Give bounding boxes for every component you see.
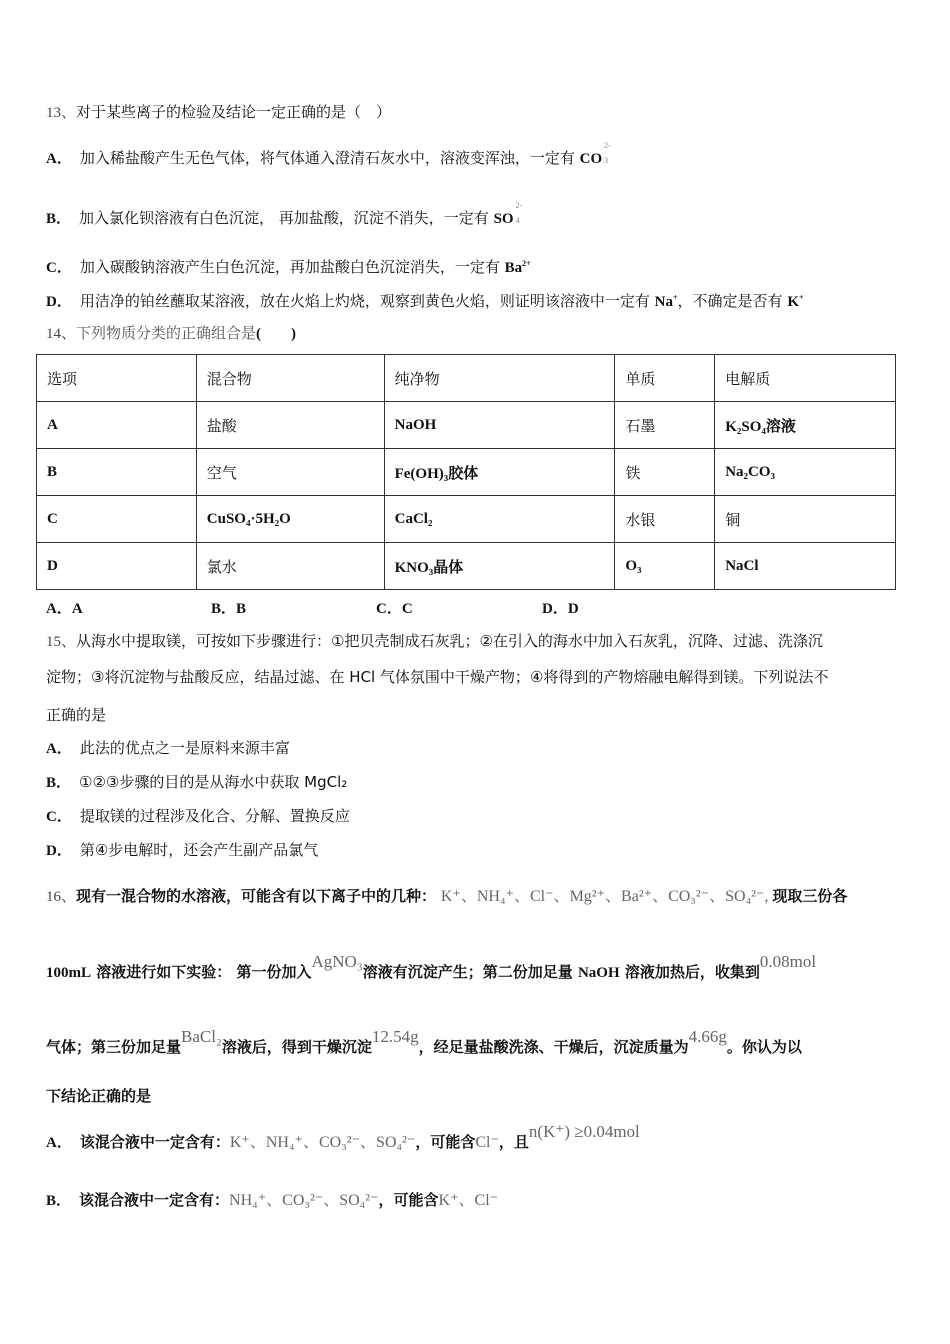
table-cell: Na₂CO₃	[715, 449, 896, 496]
option-text: 第④步电解时，还会产生副产品氯气	[79, 841, 319, 859]
subscript: 3	[604, 156, 609, 165]
formula: Na	[654, 294, 673, 310]
table-cell: 空气	[196, 449, 384, 496]
volume: 100mL	[46, 965, 91, 981]
option-text: ①②③步骤的目的是从海水中获取 MgCl₂	[79, 773, 348, 791]
question-text: 从海水中提取镁，可按如下步骤进行：①把贝壳制成石灰乳；②在引入的海水中加入石灰乳，沉降、过滤、洗涤沉	[76, 632, 823, 650]
table-cell: KNO₃晶体	[384, 543, 615, 590]
table-cell: 盐酸	[196, 402, 384, 449]
table-cell: 铁	[615, 449, 715, 496]
option-letter: A．	[46, 741, 72, 757]
question-text: 正确的是	[46, 706, 107, 724]
option-text: 提取镁的过程涉及化合、分解、置换反应	[79, 807, 350, 825]
gas-amount: 0.08mol	[759, 952, 817, 971]
q16-option-b	[46, 1190, 498, 1211]
question-text: 溶液有沉淀产生；第二份加足量	[362, 963, 578, 981]
classification-table	[36, 354, 896, 590]
q13-option-b	[46, 201, 524, 229]
option-text: ，可能含	[415, 1133, 476, 1151]
table-cell: CaCl₂	[384, 496, 615, 543]
precipitate-mass: 12.54g	[371, 1027, 419, 1046]
q16-stem-line-3	[46, 1027, 802, 1057]
question-text: 对于某些离子的检验及结论一定正确的是（ ）	[76, 103, 392, 121]
option-letter: A．	[46, 1135, 72, 1151]
question-number: 15、	[46, 634, 77, 650]
question-number: 14、	[46, 326, 77, 342]
formula: K	[787, 294, 799, 310]
q15-stem-line-2	[46, 667, 828, 687]
answer-paren: ( )	[256, 326, 297, 342]
charge-stack	[602, 141, 612, 168]
ion: Cl⁻	[475, 1134, 499, 1151]
ion: Ba²⁺	[621, 888, 653, 905]
table-cell: CuSO₄·5H₂O	[196, 496, 384, 543]
table-cell: K₂SO₄溶液	[715, 402, 896, 449]
table-header: 混合物	[196, 355, 384, 402]
question-text: 下列物质分类的正确组合是	[76, 324, 257, 342]
q14-stem	[46, 323, 296, 344]
answer-option-a[interactable]: A．A	[46, 601, 83, 617]
table-cell: D	[37, 543, 197, 590]
table-cell: 水银	[615, 496, 715, 543]
ion-list: K⁺、Cl⁻	[438, 1192, 499, 1209]
reagent-formula: NaOH	[577, 965, 620, 981]
table-row	[37, 543, 896, 590]
table-cell: 氯水	[196, 543, 384, 590]
question-text: 下结论正确的是	[46, 1087, 152, 1105]
option-text: 加入碳酸钠溶液产生白色沉淀，再加盐酸白色沉淀消失，一定有	[79, 258, 505, 276]
table-cell: A	[37, 402, 197, 449]
q13-option-a	[46, 141, 612, 169]
q16-stem-line-2	[46, 952, 817, 983]
q15-option-c	[46, 806, 350, 827]
option-text: 加入稀盐酸产生无色气体，将气体通入澄清石灰水中，溶液变浑浊，一定有	[79, 149, 580, 167]
reagent-formula: AgNO₃	[311, 952, 363, 971]
ion: CO₃²⁻	[668, 888, 710, 905]
q15-option-a	[46, 738, 290, 759]
formula: SO	[493, 211, 514, 227]
table-header: 选项	[37, 355, 197, 402]
ion: NH₄⁺	[476, 888, 514, 905]
table-header-row	[37, 355, 896, 402]
answer-option-d[interactable]: D．D	[542, 601, 579, 617]
charge-stack	[514, 201, 524, 228]
reagent-formula: BaCl₂	[181, 1027, 222, 1046]
charge: 2-	[604, 141, 611, 150]
table-header: 电解质	[715, 355, 896, 402]
q16-option-a	[46, 1122, 640, 1153]
charge: 2-	[515, 201, 523, 210]
table-header: 纯净物	[384, 355, 615, 402]
question-text: 溶液进行如下实验： 第一份加入	[91, 963, 312, 981]
q15-stem-line-1	[46, 631, 823, 652]
question-text: 淀物；③将沉淀物与盐酸反应，结晶过滤、在 HCl 气体氛围中干燥产物；④将得到的产物熔融电解得到镁。下列说法不	[46, 668, 829, 686]
formula: CO	[579, 151, 603, 167]
option-letter: A．	[46, 151, 72, 167]
table-cell: Fe(OH)₃胶体	[384, 449, 615, 496]
option-letter: D．	[46, 294, 72, 310]
q16-stem-line-4	[46, 1086, 151, 1106]
option-text: 用洁净的铂丝蘸取某溶液，放在火焰上灼烧，观察到黄色火焰，则证明该溶液中一定有	[79, 292, 655, 310]
q16-stem-line-1	[46, 886, 847, 907]
option-text: 此法的优点之一是原料来源丰富	[79, 739, 290, 757]
option-text: 加入氯化钡溶液有白色沉淀， 再加盐酸，沉淀不消失，一定有	[79, 209, 494, 227]
option-text: ，不确定是否有	[677, 292, 788, 310]
table-row	[37, 402, 896, 449]
option-letter: B．	[46, 775, 72, 791]
option-letter: B．	[46, 211, 72, 227]
option-text: ，可能含	[378, 1191, 439, 1209]
question-number: 16、	[46, 889, 77, 905]
question-text: 现有一混合物的水溶液，可能含有以下离子中的几种：	[76, 887, 437, 905]
option-letter: C．	[46, 809, 72, 825]
option-letter: C．	[46, 260, 72, 276]
charge: 2+	[522, 259, 531, 268]
answer-option-b[interactable]: B．B	[211, 601, 247, 617]
formula: Ba	[504, 260, 523, 276]
table-cell: O₃	[615, 543, 715, 590]
ion-list: NH₄⁺、CO₃²⁻、SO₄²⁻	[229, 1192, 379, 1209]
question-text: 。你认为以	[726, 1038, 802, 1056]
option-letter: D．	[46, 843, 72, 859]
q15-option-b	[46, 772, 347, 793]
charge: +	[672, 293, 678, 302]
table-cell: B	[37, 449, 197, 496]
table-cell: 铜	[715, 496, 896, 543]
table-cell: NaCl	[715, 543, 896, 590]
option-text: 该混合液中一定含有：	[79, 1191, 230, 1209]
q13-option-c	[46, 254, 531, 278]
ion: SO₄²⁻	[725, 888, 765, 905]
table-cell: NaOH	[384, 402, 615, 449]
q15-stem-line-3	[46, 705, 106, 725]
q13-stem	[46, 102, 391, 123]
ion-list: K⁺、NH₄⁺、Cl⁻、Mg²⁺、Ba²⁺、CO₃²⁻、SO₄²⁻,	[440, 888, 773, 905]
table-cell: C	[37, 496, 197, 543]
question-text: 气体；第三份加足量	[46, 1038, 182, 1056]
table-header: 单质	[615, 355, 715, 402]
option-text: 该混合液中一定含有：	[79, 1133, 230, 1151]
ion: Mg²⁺	[569, 888, 606, 905]
ion: Cl⁻	[529, 888, 554, 905]
charge: +	[798, 293, 804, 302]
question-number: 13、	[46, 105, 77, 121]
table-row	[37, 496, 896, 543]
condition-expression: n(K⁺) ≥0.04mol	[528, 1122, 640, 1141]
ion-list: K⁺、NH₄⁺、CO₃²⁻、SO₄²⁻	[229, 1134, 416, 1151]
table-cell: 石墨	[615, 402, 715, 449]
question-text: ，经足量盐酸洗涤、干燥后，沉淀质量为	[418, 1038, 689, 1056]
q15-option-d	[46, 840, 318, 861]
question-text: 现取三份各	[772, 887, 848, 905]
q13-option-d	[46, 288, 804, 312]
option-text: ，且	[498, 1133, 529, 1151]
question-text: 溶液后，得到干燥沉淀	[221, 1038, 372, 1056]
question-text: 溶液加热后，收集到	[619, 963, 760, 981]
answer-option-c[interactable]: C．C	[376, 601, 413, 617]
precipitate-mass: 4.66g	[688, 1027, 727, 1046]
ion: K⁺	[440, 888, 461, 905]
table-row	[37, 449, 896, 496]
subscript: 4	[515, 216, 520, 225]
option-letter: B．	[46, 1193, 72, 1209]
